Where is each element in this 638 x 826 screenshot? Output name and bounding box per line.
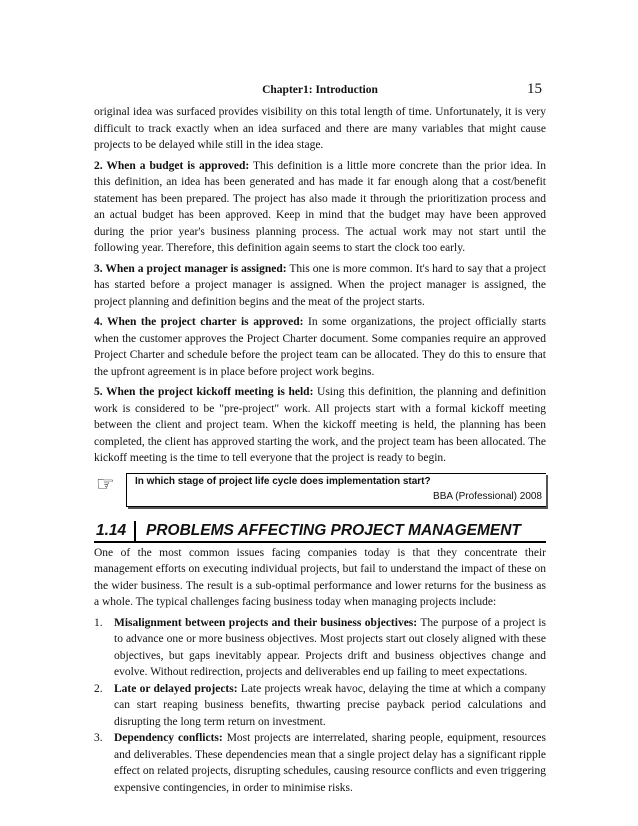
list-item-text: Late projects wreak havoc, delaying the time at which a company can start reaping business benefits, thwarting precise payback period calculations and disrupting the long term return on investment.	[114, 682, 546, 728]
callout-source: BBA (Professional) 2008	[433, 490, 542, 502]
page-number: 15	[527, 81, 542, 97]
paragraph-manager-assigned	[94, 261, 546, 311]
paragraph-charter-approved	[94, 314, 546, 380]
section-title: PROBLEMS AFFECTING PROJECT MANAGEMENT	[146, 521, 521, 539]
paragraph-text: This definition is a little more concrete than the prior idea. In this definition, an idea has been generated and has made it far enough along that a cost/benefit statement has been prepared. The project has also made it through the prioritization process and an actual budget has been approved. Keep in mind that the budget may have been approved during the prior year's business planning process. The actual work may not start until the following year. Therefore, this definition again seems to start the clock too early.	[94, 159, 547, 254]
paragraph-lead: 3. When a project manager is assigned:	[94, 262, 287, 275]
exam-question-callout	[94, 473, 546, 507]
callout-box	[126, 473, 546, 507]
paragraph-budget-approved	[94, 158, 546, 257]
page-header	[94, 82, 546, 102]
list-item	[94, 615, 546, 681]
section-heading	[94, 519, 546, 543]
section-number: 1.14	[96, 521, 127, 539]
list-number: 1.	[94, 616, 103, 629]
paragraph-lead: 2. When a budget is approved:	[94, 159, 250, 172]
paragraph-text: This one is more common. It's hard to say that a project has started before a project manager is assigned. When the project manager is assigned, the project planning and definition begins and the meat of the project starts.	[94, 262, 546, 308]
list-item-lead: Late or delayed projects:	[114, 682, 238, 695]
section-intro: One of the most common issues facing companies today is that they concentrate their management efforts on executing individual projects, but fail to understand the impact of these on the wider business. The result is a sub-optimal performance and lower returns for the business as a whole. The typical challenges facing business today when managing projects include:	[94, 546, 546, 608]
list-item-text: The purpose of a project is to advance one or more business objectives. Most projects start out closely aligned with these objectives, but gaps inevitably appear. Projects drift and business objectives change and evolve. Without redirection, projects and deliverables end up failing to meet expectations.	[114, 616, 546, 678]
section-divider	[134, 521, 136, 541]
paragraph-text: In some organizations, the project officially starts when the customer approves the Project Charter document. Some companies require an approved Project Charter and schedule before the project team can be allocated. They do this to ensure that the upfront agreement is in place before project work begins.	[94, 316, 546, 378]
list-item-lead: Dependency conflicts:	[114, 732, 223, 744]
paragraph-text: Using this definition, the planning and definition work is considered to be "pre-project" work. All projects start with a formal kickoff meeting between the client and project team. When the kickoff meeting is held, the planning has been completed, the client has approved starting the work, and the project team has been allocated. The kickoff meeting is the time to tell everyone that the project is ready to begin.	[94, 386, 546, 464]
paragraph-lead: 5. When the project kickoff meeting is held:	[94, 386, 314, 398]
pointing-hand-icon: ☞	[96, 471, 115, 496]
list-item-lead: Misalignment between projects and their business objectives:	[114, 616, 418, 629]
paragraph-text: original idea was surfaced provides visibility on this total length of time. Unfortunately, it is very difficult to track exactly when an idea surfaced and there are many variables that might cause projects to be delayed while still in the idea stage.	[94, 106, 546, 151]
paragraph-continuation	[94, 104, 546, 154]
paragraph-lead: 4. When the project charter is approved:	[94, 316, 304, 328]
challenges-list	[94, 615, 546, 797]
list-number: 2.	[94, 682, 103, 695]
list-item	[94, 730, 546, 796]
list-item	[94, 681, 546, 731]
callout-question: In which stage of project life cycle does implementation start?	[135, 475, 431, 487]
chapter-title: Chapter1: Introduction	[262, 84, 378, 96]
paragraph-kickoff-meeting	[94, 384, 546, 467]
page-body	[94, 104, 546, 796]
list-number: 3.	[94, 732, 103, 744]
list-item-text: Most projects are interrelated, sharing people, equipment, resources and deliverables. These dependencies mean that a single project delay has a significant ripple effect on related projects, disrupting schedules, causing resource conflicts and even triggering expensive contingencies, in order to minimise risks.	[114, 732, 546, 794]
